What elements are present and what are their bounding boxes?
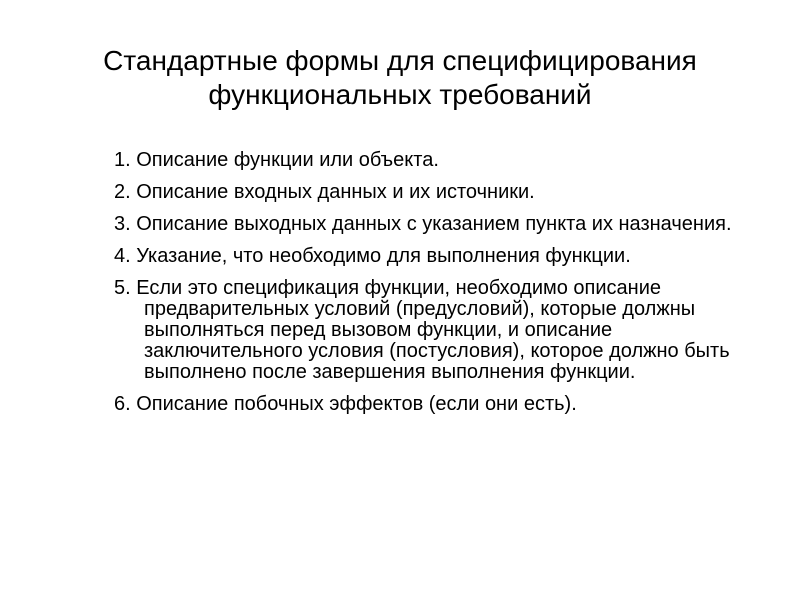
list-item-3: 3. Описание выходных данных с указанием пункта их назначения. (114, 213, 732, 235)
list-item-5: 5. Если это спецификация функции, необходимо описание предварительных условий (предусловий), которые должны выполняться перед вызовом функции, и описание заключительного условия (постусловия), которое должно быть выполнено после завершения выполнения функции. (114, 277, 730, 383)
slide-title (40, 44, 760, 112)
list-item-2: 2. Описание входных данных и их источники. (114, 181, 535, 203)
list-item-6: 6. Описание побочных эффектов (если они есть). (114, 393, 577, 415)
list-item-1: 1. Описание функции или объекта. (114, 149, 439, 171)
slide-title-line-1: Стандартные формы для специфицирования (103, 45, 697, 76)
list-item-4: 4. Указание, что необходимо для выполнения функции. (114, 245, 631, 267)
slide-title-line-2: функциональных требований (208, 79, 592, 110)
requirements-list (114, 150, 754, 426)
